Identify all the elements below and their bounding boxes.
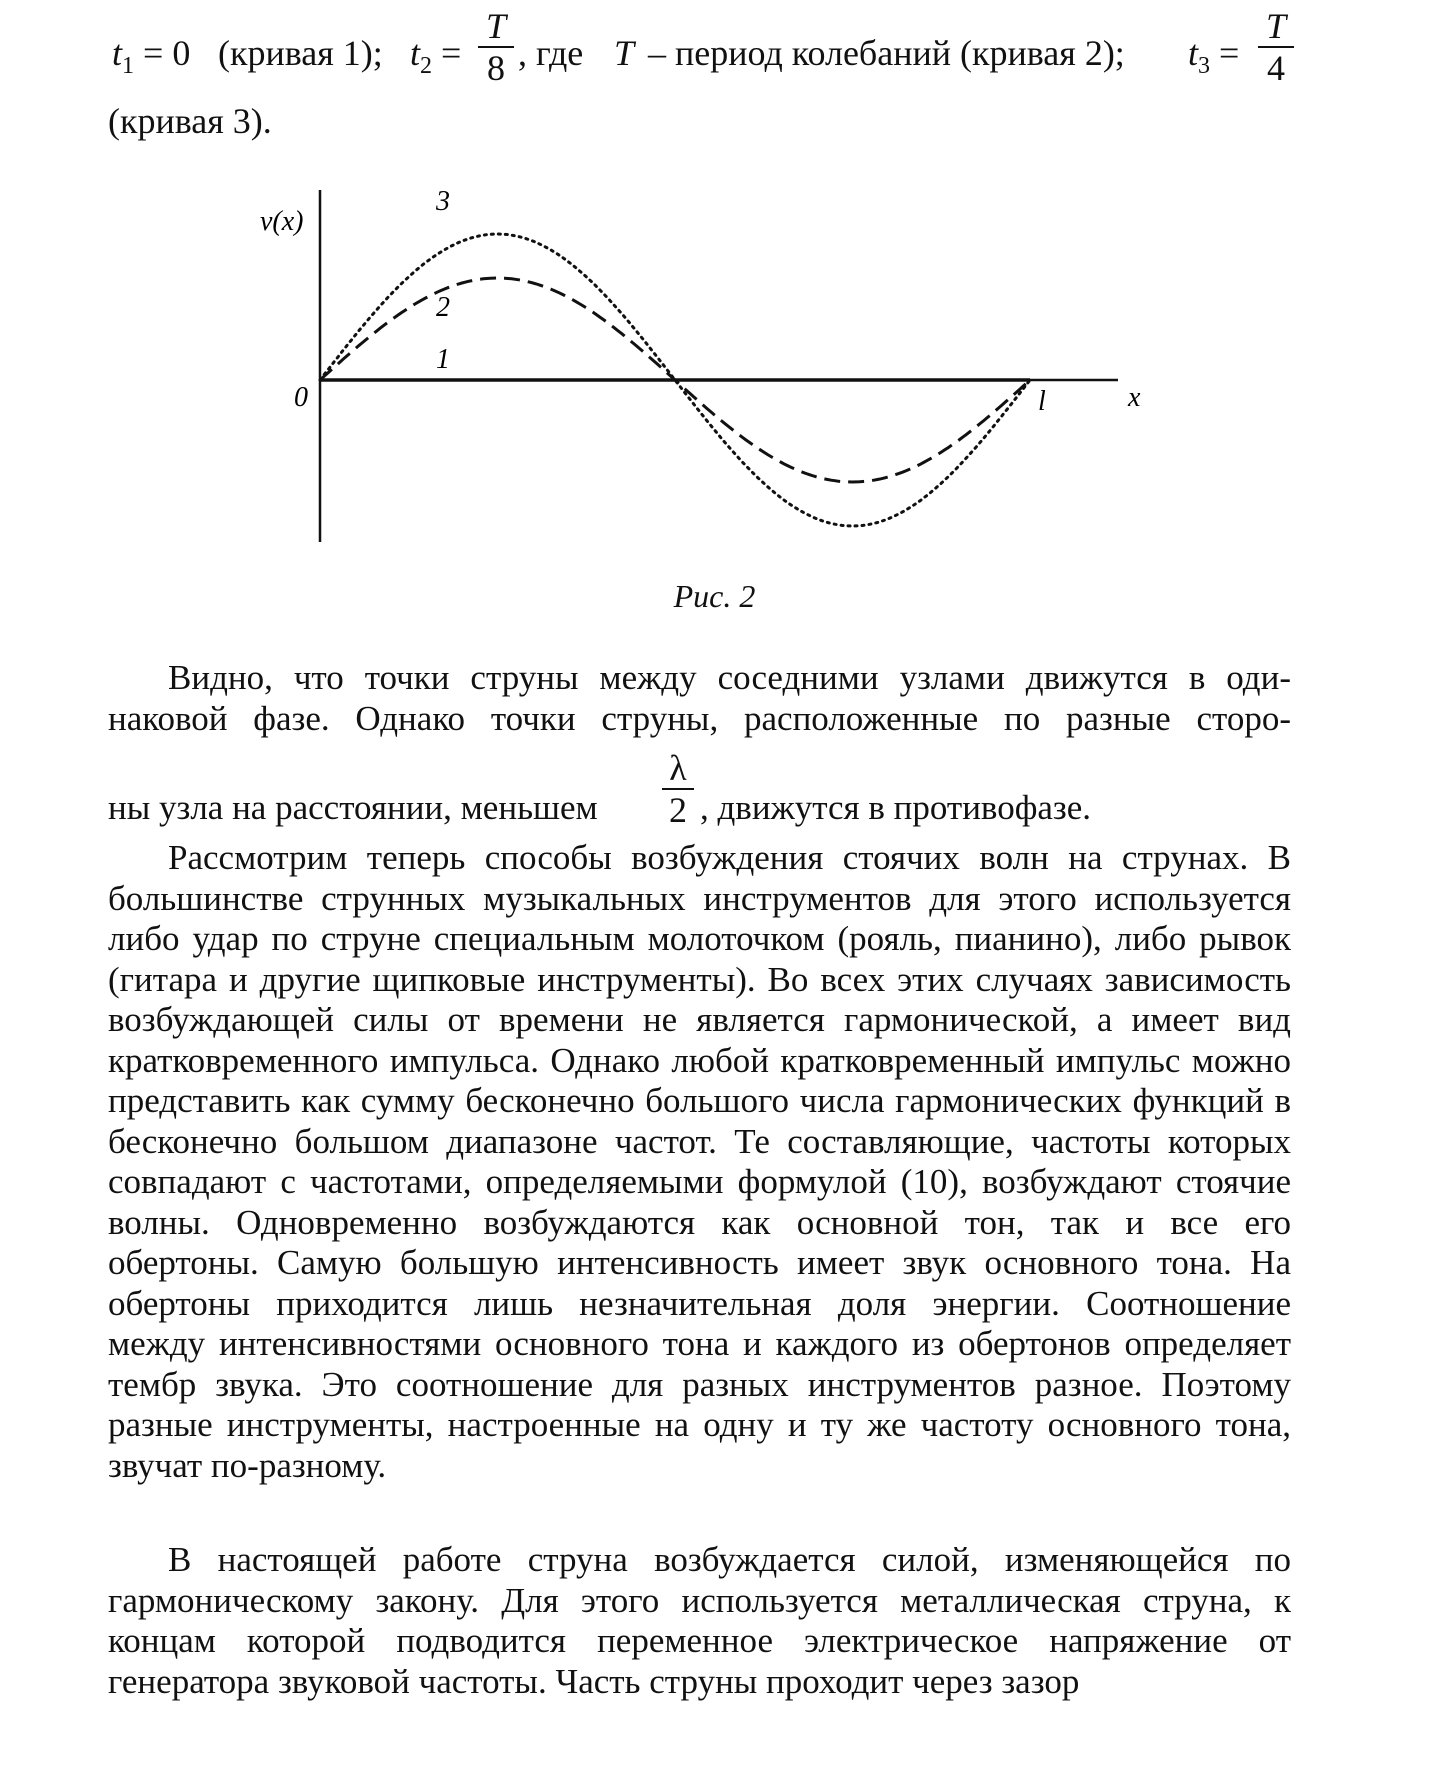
t2-equals: = bbox=[432, 33, 462, 73]
t1-symbol: t bbox=[112, 33, 123, 73]
period-symbol: T bbox=[614, 33, 635, 73]
t1-subscript: 1 bbox=[122, 53, 135, 79]
period-text: – период колебаний (кривая 2); bbox=[648, 33, 1125, 73]
t3-numerator: T bbox=[1265, 6, 1287, 46]
curve1-label-text: (кривая 1); bbox=[218, 33, 383, 73]
paragraph-3-text: В настоящей работе струна возбуждается силой, изменяющейся по гармоническому закону. Для этого используется металлическая струна, к концам которой подводится переменное электрическое напряжение от генератора звуковой частоты. Часть струны проходит через зазор bbox=[108, 1540, 1291, 1701]
figure-caption: Рис. 2 bbox=[673, 578, 756, 614]
t2-expression bbox=[410, 33, 462, 79]
paragraph-2-text: Рассмотрим теперь способы возбуждения стоячих волн на струнах. В большинстве струнных музыкальных инструментов для этого используется либо удар по струне специальным молоточком (рояль, пианино), либо рывок (гитара и другие щипковые инструменты). Во всех этих случаях зависимость возбуждающей силы от времени не является гармонической, а имеет вид кратковременного импульса. Однако любой кратковременный импульс можно представить как сумму бесконечно большого числа гармонических функций в бесконечно большом диапазоне частот. Те составляющие, частоты которых совпадают с частотами, определяемыми формулой (10), возбуждают стоячие волны. Одновременно возбуждаются как основной тон, так и все его обертоны. Самую большую интенсивность имеет звук основного тона. На обертоны приходится лишь незначительная доля энергии. Соотношение между интенсивностями основного тона и каждого из обертонов определяет тембр звука. Это соотношение для разных инструментов разное. Поэтому разные инструменты, настроенные на одну и ту же частоту основного тона, звучат по-разному. bbox=[108, 838, 1291, 1485]
curve-3-label: 3 bbox=[436, 186, 450, 217]
t1-equals: = 0 bbox=[134, 33, 191, 73]
t2-fraction bbox=[476, 6, 516, 88]
string-end-label: l bbox=[1038, 386, 1046, 417]
t3-equals: = bbox=[1210, 33, 1240, 73]
p1-line1-text: Видно, что точки струны между соседними узлами движутся в оди- bbox=[168, 658, 1291, 697]
paragraph-3 bbox=[108, 1540, 1291, 1702]
curve-1-label: 1 bbox=[436, 344, 450, 375]
t2-denominator: 8 bbox=[487, 48, 505, 88]
lambda-half-fraction bbox=[660, 748, 696, 830]
paragraph-1-line-2 bbox=[108, 699, 1291, 740]
x-axis-label: x bbox=[1128, 382, 1141, 413]
p1-line2-text: наковой фазе. Однако точки струны, расположенные по разные сторо- bbox=[108, 698, 1291, 738]
lambda-numerator: λ bbox=[669, 748, 687, 788]
y-axis-label: v(x) bbox=[260, 206, 304, 237]
t2-tail: , где bbox=[518, 33, 584, 73]
t2-numerator: T bbox=[485, 6, 507, 46]
origin-label: 0 bbox=[294, 382, 308, 413]
p1-line3-text-b: , движутся в противофазе. bbox=[700, 788, 1092, 827]
curve-2-label: 2 bbox=[436, 292, 450, 323]
t3-subscript: 3 bbox=[1198, 53, 1211, 79]
paragraph-1-line-1 bbox=[108, 658, 1291, 699]
t2-subscript: 2 bbox=[420, 53, 433, 79]
t3-symbol: t bbox=[1188, 33, 1199, 73]
lambda-denominator: 2 bbox=[669, 790, 687, 830]
standing-wave-figure bbox=[250, 170, 1150, 590]
header-formula-line bbox=[108, 0, 1318, 108]
t1-expression bbox=[112, 33, 191, 79]
t3-expression bbox=[1188, 33, 1240, 79]
paragraph-1 bbox=[108, 658, 1291, 739]
paragraph-2 bbox=[108, 838, 1291, 1486]
paragraph-1-line-3 bbox=[108, 748, 1291, 838]
t3-fraction bbox=[1256, 6, 1296, 88]
curve3-line: (кривая 3). bbox=[108, 101, 272, 141]
t2-symbol: t bbox=[410, 33, 421, 73]
t3-denominator: 4 bbox=[1267, 48, 1285, 88]
p1-line3-text-a: ны узла на расстоянии, меньшем bbox=[108, 788, 598, 827]
